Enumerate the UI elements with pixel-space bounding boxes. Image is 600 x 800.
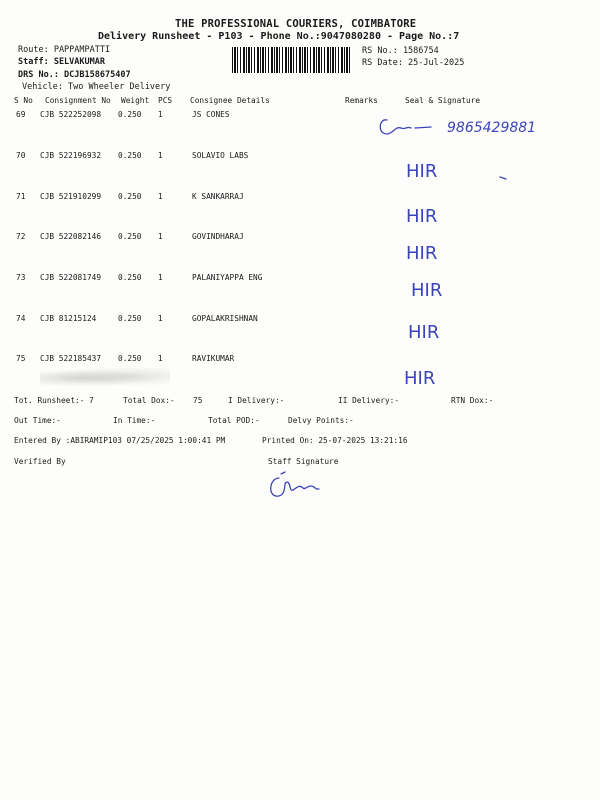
verified-by: Verified By: [14, 457, 66, 466]
vehicle-label: Vehicle: Two Wheeler Delivery: [22, 82, 171, 92]
company-title: THE PROFESSIONAL COURIERS, COIMBATORE: [175, 18, 417, 30]
col-consignee: Consignee Details: [190, 96, 270, 105]
row-sno: 74: [16, 314, 26, 323]
row-weight: 0.250: [118, 314, 142, 323]
handwritten-phone: 9865429881: [447, 120, 537, 136]
row-pcs: 1: [158, 314, 163, 323]
row-pcs: 1: [158, 273, 163, 282]
row-consignment: CJB 521910299: [40, 192, 102, 201]
barcode: [232, 47, 352, 73]
row-sno: 70: [16, 151, 26, 160]
row-weight: 0.250: [118, 110, 142, 119]
staff-signature: [265, 470, 335, 502]
handwritten-hir: HIR: [406, 206, 438, 227]
entered-by: Entered By :ABIRAMIP103 07/25/2025 1:00:41 PM: [14, 436, 226, 445]
total-count: 75: [193, 396, 203, 405]
col-remarks: Remarks: [345, 96, 378, 105]
row-consignee: PALANIYAPPA ENG: [192, 273, 263, 282]
scan-smudge: [40, 368, 170, 388]
row-consignee: SOLAVIO LABS: [192, 151, 249, 160]
runsheet-subtitle: Delivery Runsheet - P103 - Phone No.:9047080280 - Page No.:7: [98, 31, 460, 42]
drs-number: DRS No.: DCJB158675407: [18, 70, 131, 80]
row-consignee: GOVINDHARAJ: [192, 232, 244, 241]
col-sno: S No: [14, 96, 33, 105]
total-dox: Total Dox:-: [123, 396, 175, 405]
table-row: [0, 192, 600, 212]
row-sno: 75: [16, 354, 26, 363]
row-consignment: CJB 522082146: [40, 232, 102, 241]
row-consignment: CJB 522185437: [40, 354, 102, 363]
tot-runsheet: Tot. Runsheet:- 7: [14, 396, 94, 405]
table-row: [0, 151, 600, 171]
handwritten-hir: HIR: [404, 368, 436, 389]
signature-row-71: [400, 196, 480, 230]
handwritten-hir: HIR: [408, 322, 440, 343]
table-row: [0, 314, 600, 334]
signature-row-69: [375, 112, 565, 142]
table-row: [0, 273, 600, 293]
row-consignee: JS CONES: [192, 110, 230, 119]
row-weight: 0.250: [118, 192, 142, 201]
col-consignment: Consignment No: [45, 96, 111, 105]
row-consignee: K SANKARRAJ: [192, 192, 244, 201]
row-pcs: 1: [158, 192, 163, 201]
row-consignment: CJB 81215124: [40, 314, 97, 323]
row-pcs: 1: [158, 151, 163, 160]
col-weight: Weight: [121, 96, 150, 105]
row-consignment: CJB 522252098: [40, 110, 102, 119]
row-consignment: CJB 522196932: [40, 151, 102, 160]
signature-row-72: [400, 233, 480, 267]
row-sno: 71: [16, 192, 26, 201]
out-time: Out Time:-: [14, 416, 61, 425]
row-pcs: 1: [158, 110, 163, 119]
rtn-dox: RTN Dox:-: [451, 396, 494, 405]
staff-signature-label: Staff Signature: [268, 457, 339, 466]
row-consignee: RAVIKUMAR: [192, 354, 235, 363]
printed-on: Printed On: 25-07-2025 13:21:16: [262, 436, 408, 445]
signature-row-75: [398, 360, 478, 394]
total-pod: Total POD:-: [208, 416, 260, 425]
staff-label: Staff: SELVAKUMAR: [18, 57, 105, 67]
col-seal-signature: Seal & Signature: [405, 96, 481, 105]
row-pcs: 1: [158, 232, 163, 241]
handwritten-hir: HIR: [411, 280, 443, 301]
signature-row-74: [402, 314, 482, 348]
handwritten-hir: HIR: [406, 161, 438, 182]
handwritten-hir: HIR: [406, 243, 438, 264]
rs-number: RS No.: 1586754: [362, 46, 439, 56]
table-row: [0, 232, 600, 252]
signature-row-73: [405, 272, 485, 306]
rs-date: RS Date: 25-Jul-2025: [362, 58, 465, 68]
row-consignee: GOPALAKRISHNAN: [192, 314, 258, 323]
row-weight: 0.250: [118, 151, 142, 160]
row-weight: 0.250: [118, 273, 142, 282]
signature-row-70: [400, 153, 510, 187]
route-label: Route: PAPPAMPATTI: [18, 45, 111, 55]
delvy-points: Delvy Points:-: [288, 416, 354, 425]
row-weight: 0.250: [118, 354, 142, 363]
row-weight: 0.250: [118, 232, 142, 241]
row-pcs: 1: [158, 354, 163, 363]
in-time: In Time:-: [113, 416, 156, 425]
row-consignment: CJB 522081749: [40, 273, 102, 282]
i-delivery: I Delivery:-: [228, 396, 285, 405]
row-sno: 72: [16, 232, 26, 241]
row-sno: 73: [16, 273, 26, 282]
col-pcs: PCS: [158, 96, 173, 105]
ii-delivery: II Delivery:-: [338, 396, 400, 405]
row-sno: 69: [16, 110, 26, 119]
